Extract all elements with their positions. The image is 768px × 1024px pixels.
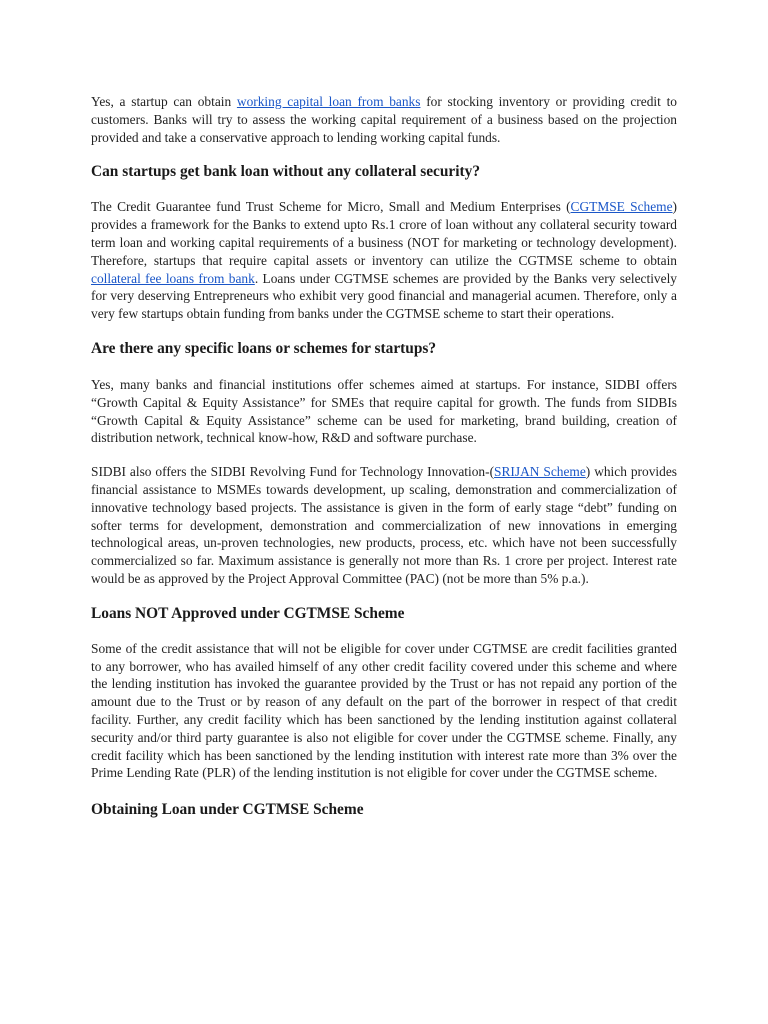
working-capital-loan-link[interactable]: working capital loan from banks xyxy=(236,94,421,109)
collateral-text-part2: ) provides a framework for the Banks to extend upto Rs.1 crore of loan without any collateral security toward term loan and working capital requirements of a business (NOT for marketing or technology development). Therefore, startups that require capital assets or inventory can utilize the CGTMSE scheme to obtain xyxy=(91,199,677,268)
collateral-fee-loans-link[interactable]: collateral fee loans from bank xyxy=(91,270,255,286)
obtaining-loan-heading: Obtaining Loan under CGTMSE Scheme xyxy=(91,801,364,819)
collateral-text-part3: . Loans under CGTMSE schemes are provided by the Banks very selectively for very deserving Entrepreneurs who exhibit very good financial and managerial acumen. Therefore, only a very few startups obtain funding from banks under the CGTMSE scheme to start their operations. xyxy=(91,270,677,322)
document-page xyxy=(91,93,677,837)
collateral-paragraph xyxy=(91,198,677,323)
not-approved-paragraph: Some of the credit assistance that will not be eligible for cover under CGTMSE are credit facilities granted to any borrower, who has availed himself of any other credit facility covered under this scheme and where the lending institution has invoked the guarantee provided by the Trust or has not repaid any portion of the amount due to the Trust or by reason of any default on the part of the borrower in respect of that credit facility. Further, any credit facility which has been sanctioned by the lending institution against collateral security and/or third party guarantee is also not eligible for cover under the CGTMSE scheme. Finally, any credit facility which has been sanctioned by the lending institution with interest rate more than 3% over the Prime Lending Rate (PLR) of the lending institution is not eligible for cover under the CGTMSE scheme. xyxy=(91,640,677,781)
cgtmse-scheme-link[interactable]: CGTMSE Scheme xyxy=(570,199,673,215)
srijan-paragraph xyxy=(91,463,677,588)
sidbi-growth-paragraph: Yes, many banks and financial institutions offer schemes aimed at startups. For instance, SIDBI offers “Growth Capital & Equity Assistance” for SMEs that require capital for growth. The funds from SIDBIs “Growth Capital & Equity Assistance” scheme can be used for marketing, brand building, creation of distribution network, technical know-how, R&D and software purchase. xyxy=(91,376,677,446)
intro-text-after-link: for stocking inventory or providing credit to customers. Banks will try to assess the working capital requirement of a business based on the projection provided and take a conservative approach to lending working capital funds. xyxy=(91,94,677,145)
not-approved-heading: Loans NOT Approved under CGTMSE Scheme xyxy=(91,604,405,622)
intro-text-before-link: Yes, a startup can obtain xyxy=(91,94,237,109)
schemes-heading: Are there any specific loans or schemes for startups? xyxy=(91,339,437,357)
intro-paragraph xyxy=(91,93,677,146)
srijan-scheme-link[interactable]: SRIJAN Scheme xyxy=(494,464,586,480)
srijan-text-part2: ) which provides financial assistance to MSMEs towards development, up scaling, demonstration and commercialization of innovative technology based projects. The assistance is given in the form of early stage “debt” funding on softer terms for development, demonstration and commercialization of new innovations in emerging technological areas, un-proven technologies, new products, process, etc. which have not been successfully commercialized so far. Maximum assistance is generally not more than Rs. 1 crore per project. Interest rate would be as approved by the Project Approval Committee (PAC) (not be more than 5% p.a.). xyxy=(91,464,677,586)
srijan-text-part1: SIDBI also offers the SIDBI Revolving Fund for Technology Innovation-( xyxy=(91,464,495,480)
collateral-heading: Can startups get bank loan without any collateral security? xyxy=(91,163,481,181)
collateral-text-part1: The Credit Guarantee fund Trust Scheme for Micro, Small and Medium Enterprises ( xyxy=(91,199,571,215)
